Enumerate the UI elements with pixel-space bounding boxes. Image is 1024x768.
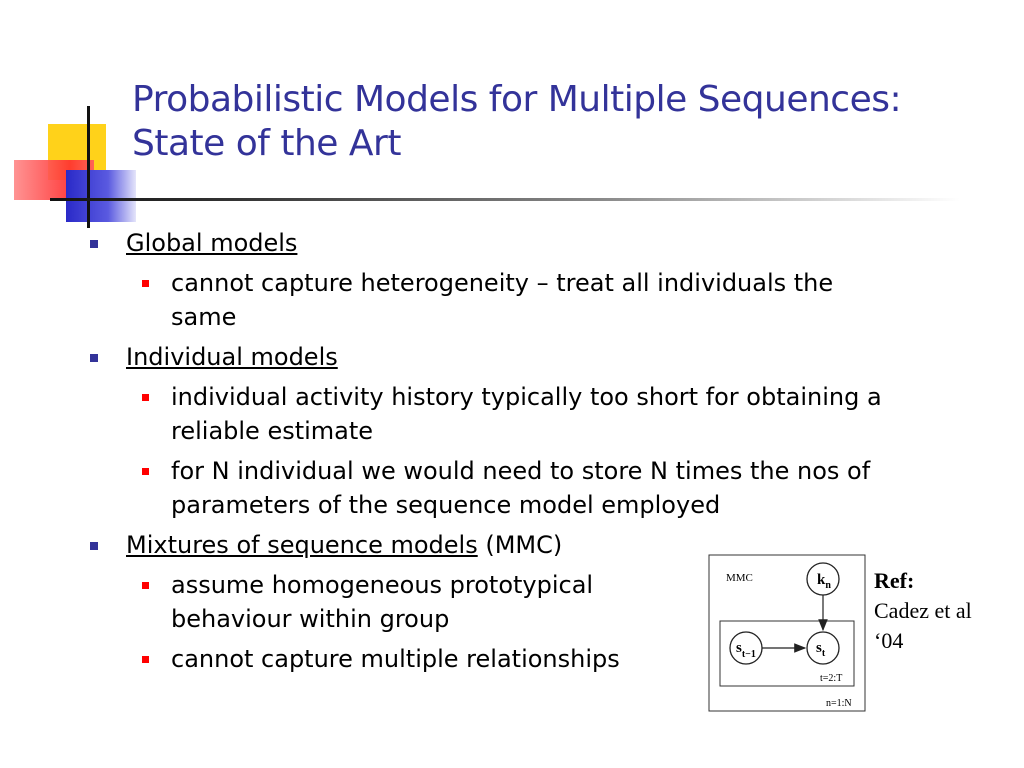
- slide-title-line-1: Probabilistic Models for Multiple Sequences:: [132, 79, 902, 120]
- reference-line-1: Cadez et al: [874, 598, 972, 623]
- reference-label: Ref:: [874, 568, 915, 593]
- sub-bullet-line-2: behaviour within group: [171, 605, 450, 633]
- square-bullet-icon: [90, 240, 98, 248]
- bullet-text: Mixtures of sequence models: [126, 531, 478, 559]
- sub-bullet-line-1: individual activity history typically too short for obtaining a: [171, 383, 882, 411]
- sub-bullet: [86, 454, 991, 522]
- sub-bullet-line-1: cannot capture multiple relationships: [171, 645, 620, 673]
- logo-blue-square: [66, 170, 136, 222]
- square-bullet-icon: [142, 280, 149, 287]
- square-bullet-icon: [142, 468, 149, 475]
- sub-bullet-line-1: for N individual we would need to store N times the nos of: [171, 457, 871, 485]
- bullet-global-models: [86, 226, 986, 260]
- bullet-suffix: (MMC): [477, 531, 563, 559]
- mmc-diagram-svg: [708, 554, 866, 712]
- inner-plate-label: t=2:T: [820, 673, 843, 684]
- bullet-text: Global models: [126, 229, 298, 257]
- node-s-current-label: $s_t$: [816, 640, 826, 659]
- sub-bullet: [86, 642, 671, 676]
- logo-vertical-line: [87, 106, 90, 228]
- sub-bullet-line-2: same: [171, 303, 237, 331]
- figure-label: MMC: [726, 572, 753, 584]
- mmc-graphical-model-figure: [708, 554, 866, 712]
- reference-line-2: ‘04: [874, 628, 904, 653]
- sub-bullet: [86, 266, 991, 334]
- outer-plate-label: n=1:N: [826, 698, 852, 709]
- square-bullet-icon: [142, 656, 149, 663]
- slide-title: [132, 78, 1012, 166]
- sub-bullet: [86, 568, 671, 636]
- square-bullet-icon: [90, 354, 98, 362]
- square-bullet-icon: [142, 582, 149, 589]
- square-bullet-icon: [142, 394, 149, 401]
- reference-note: [874, 566, 1014, 656]
- node-s-prev-label: $s_{t-1}$: [736, 640, 756, 660]
- sub-bullet-line-1: assume homogeneous prototypical: [171, 571, 594, 599]
- sub-bullet-line-1: cannot capture heterogeneity – treat all individuals the: [171, 269, 834, 297]
- sub-bullet: [86, 380, 991, 448]
- bullet-text: Individual models: [126, 343, 338, 371]
- sub-bullet-line-2: parameters of the sequence model employed: [171, 491, 721, 519]
- bullet-individual-models: [86, 340, 986, 374]
- square-bullet-icon: [90, 542, 98, 550]
- slide-title-line-2: State of the Art: [132, 123, 401, 164]
- node-k-label: $k_n$: [817, 572, 831, 591]
- title-underline: [50, 198, 960, 201]
- sub-bullet-line-2: reliable estimate: [171, 417, 374, 445]
